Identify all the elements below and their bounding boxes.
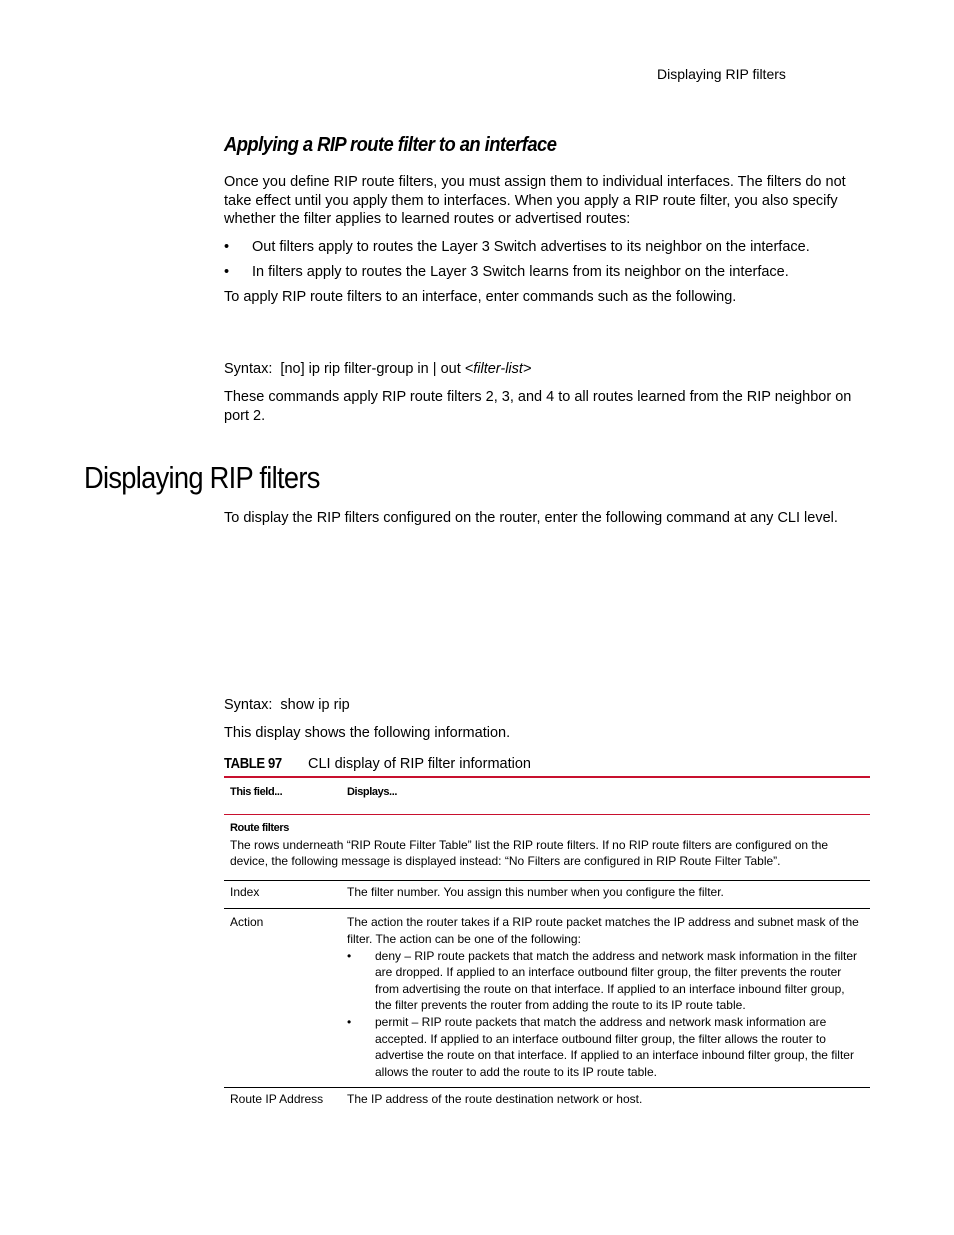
intro-bullet-list [224,238,870,281]
bullet-text: Out filters apply to routes the Layer 3 Switch advertises to its neighbor on the interface. [252,239,810,255]
bullet-item [224,263,870,282]
syntax-no-option: [no] [280,361,305,377]
action-bullet-deny [347,948,862,1014]
field-cell: Route IP Address [230,1092,324,1107]
table-row [224,909,870,1088]
syntax-argument: <filter-list> [464,361,532,377]
display-info: This display shows the following information. [224,725,511,741]
bullet-icon: • [224,263,230,280]
desc-cell [347,909,870,1088]
table-row [224,1088,870,1108]
bullet-item [224,238,870,257]
explain-paragraph: These commands apply RIP route filters 2, 3, and 4 to all routes learned from the RIP neighbor on port 2. [224,389,852,424]
desc-cell: The IP address of the route destination network or host. [347,1092,643,1107]
bullet-text: permit – RIP route packets that match the address and network mask information are accepted. If applied to an interface outbound filter group, the filter allows the router to advertise the route on that interface. If applied to an interface inbound filter group, the filter allows the router to add the route to its IP route table. [375,1014,854,1079]
syntax-command: ip rip filter-group in [308,361,429,377]
column-header-displays: Displays... [347,777,870,815]
bullet-text: deny – RIP route packets that match the address and network mask information in the filter are dropped. If applied to an interface outbound filter group, the filter prevents the router from advertising the route on that interface. If applied to an interface inbound filter group, the filter prevents the router from adding the route to its IP route table. [375,948,858,1013]
bullet-icon: • [224,239,230,255]
route-filters-text: The rows underneath “RIP Route Filter Table” list the RIP route filters. If no RIP route filters are configured on the device, the following message is displayed instead: “No Filters are configured in RIP Route Filter Table”. [230,837,829,869]
table-row [224,880,870,909]
syntax-out: out [440,361,461,377]
syntax-label: Syntax: [224,361,273,377]
display-intro: To display the RIP filters configured on the router, enter the following command at any CLI level. [224,510,838,526]
action-desc: The action the router takes if a RIP route packet matches the IP address and subnet mask of the filter. The action can be one of the following: [347,915,859,946]
apply-text: To apply RIP route filters to an interface, enter commands such as the following. [224,289,737,305]
field-cell: Action [224,909,347,1088]
route-filters-title: Route filters [230,822,289,834]
running-header: Displaying RIP filters [657,66,786,82]
column-header-field: This field... [224,777,347,815]
section-title: Displaying RIP filters [84,460,320,495]
table-caption [224,755,870,774]
bullet-icon: • [347,948,352,963]
field-cell: Index [224,880,347,909]
subheading: Applying a RIP route filter to an interface [224,134,557,156]
syntax-pipe: | [432,361,437,377]
action-bullet-permit [347,1014,862,1080]
intro-paragraph: Once you define RIP route filters, you must assign them to individual interfaces. The filters do not take effect until you apply them to interfaces. When you apply a RIP route filter, you also specify whether the filter applies to learned routes or advertised routes: [224,174,846,227]
table-title: CLI display of RIP filter information [308,756,531,772]
table-row-route-filters [224,815,870,881]
bullet-text: In filters apply to routes the Layer 3 Switch learns from its neighbor on the interface. [252,263,789,280]
syntax-line-show [224,696,870,715]
desc-cell: The filter number. You assign this number when you configure the filter. [347,880,870,909]
syntax-command: show ip rip [280,697,350,713]
rip-filter-table [224,776,870,1108]
route-filters-cell [224,815,870,881]
table-number: TABLE 97 [224,756,282,772]
syntax-line-filter-group [224,360,870,379]
syntax-label: Syntax: [224,697,273,713]
bullet-icon: • [347,1014,352,1029]
table-header-row [224,777,870,815]
